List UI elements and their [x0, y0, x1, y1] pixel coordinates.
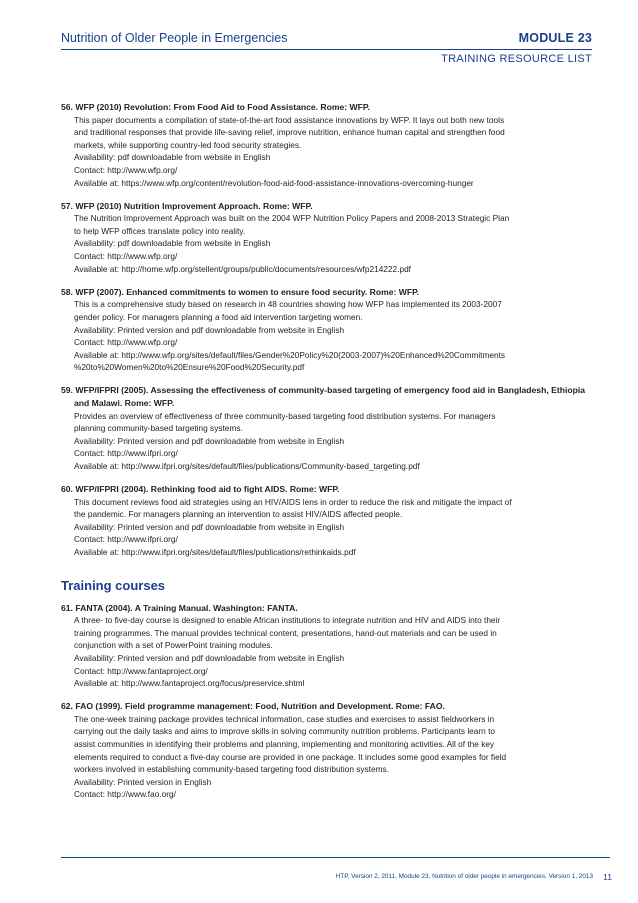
- entry-title: 61. FANTA (2004). A Training Manual. Washington: FANTA.: [61, 602, 298, 613]
- entry-title: 59. WFP/IFPRI (2005). Assessing the effectiveness of community-based targeting of emergency food aid in Bangladesh, Ethiopia and Malawi. Rome: WFP.: [61, 385, 586, 408]
- entry-text-line: planning community-based targeting systems.: [74, 423, 243, 434]
- training-entries: [61, 602, 594, 801]
- resource-entry: [61, 101, 594, 189]
- header-divider: [61, 49, 592, 50]
- entry-text-line: assist communities in identifying their problems and planning, implementing and monitoring activities. All of the key: [74, 739, 495, 750]
- document-title: Nutrition of Older People in Emergencies: [61, 31, 288, 45]
- entry-text-line: carrying out the daily tasks and aims to improve skills in solving community nutrition problems. Participants learn to: [74, 726, 496, 737]
- entry-text-line: Availability: pdf downloadable from website in English: [74, 152, 271, 163]
- entry-link-line[interactable]: Available at: http://www.fantaproject.org/focus/preservice.shtml: [74, 678, 305, 689]
- resource-entry: [61, 384, 594, 472]
- entry-text-line: The one-week training package provides technical information, case studies and exercises to assist fieldworkers in: [74, 713, 495, 724]
- entry-title: 57. WFP (2010) Nutrition Improvement Approach. Rome: WFP.: [61, 200, 313, 211]
- resource-entry: [61, 602, 594, 690]
- entry-link-line[interactable]: Contact: http://www.wfp.org/: [74, 337, 178, 348]
- resource-entries: [61, 101, 594, 559]
- entry-text-line: workers involved in establishing community-based targeting food distribution systems.: [74, 764, 389, 775]
- module-label: MODULE 23: [518, 31, 592, 45]
- entry-link-line[interactable]: Contact: http://www.wfp.org/: [74, 251, 178, 262]
- entry-text-line: the pandemic. For managers planning an intervention to assist HIV/AIDS affected people.: [74, 509, 403, 520]
- entry-text-line: Availability: Printed version and pdf downloadable from website in English: [74, 435, 345, 446]
- entry-text-line: training programmes. The manual provides technical content, presentations, hand-out materials and can be used in: [74, 627, 497, 638]
- entry-text-line: A three- to five-day course is designed to enable African institutions to integrate nutrition and HIV and AIDS into their: [74, 615, 501, 626]
- entry-link-line[interactable]: Contact: http://www.wfp.org/: [74, 164, 178, 175]
- entry-text-line: This is a comprehensive study based on research in 48 countries showing how WFP has implemented its 2003-2007: [74, 299, 502, 310]
- resource-list: [61, 101, 594, 812]
- entry-text-line: elements required to conduct a five-day course are provided in one package. It includes some good examples for field: [74, 751, 507, 762]
- entry-title: 56. WFP (2010) Revolution: From Food Aid to Food Assistance. Rome: WFP.: [61, 102, 370, 112]
- resource-entry: [61, 286, 594, 374]
- entry-text-line: This paper documents a compilation of state-of-the-art food assistance innovations by WFP. It lays out both new tools: [74, 114, 505, 125]
- entry-text-line: conjunction with a set of PowerPoint training modules.: [74, 640, 273, 651]
- entry-text-line: to help WFP offices translate policy into reality.: [74, 225, 246, 236]
- entry-text-line: This document reviews food aid strategies using an HIV/AIDS lens in order to reduce the risk and mitigate the impact of: [74, 496, 512, 507]
- resource-entry: [61, 700, 594, 801]
- training-courses-heading: Training courses: [61, 577, 166, 593]
- resource-entry: [61, 483, 594, 559]
- entry-link-line[interactable]: Available at: http://www.ifpri.org/sites/default/files/publications/Community-based_targeting.pdf: [74, 460, 420, 471]
- entry-link-line[interactable]: Contact: http://www.ifpri.org/: [74, 448, 178, 459]
- entry-title: 60. WFP/IFPRI (2004). Rethinking food aid to fight AIDS. Rome: WFP.: [61, 484, 340, 495]
- section-label: TRAINING RESOURCE LIST: [441, 53, 592, 65]
- entry-text-line: Provides an overview of effectiveness of three community-based targeting food distribution systems. For managers: [74, 410, 496, 421]
- entry-text-line: markets, while supporting country-led food security strategies.: [74, 139, 302, 150]
- entry-link-line[interactable]: Available at: http://home.wfp.org/stellent/groups/public/documents/resources/wfp214222.pdf: [74, 263, 411, 274]
- entry-link-line[interactable]: Available at: http://www.wfp.org/sites/default/files/Gender%20Policy%20(2003-2007)%20Enhanced%20Commitments: [74, 349, 506, 360]
- entry-title: 62. FAO (1999). Field programme management: Food, Nutrition and Development. Rome: FAO.: [61, 701, 445, 712]
- entry-link-line[interactable]: Available at: http://www.ifpri.org/sites/default/files/publications/rethinkaids.pdf: [74, 547, 356, 557]
- entry-link-line[interactable]: Contact: http://www.ifpri.org/: [74, 534, 178, 545]
- entry-text-line: and traditional responses that provide life-saving relief, improve nutrition, enhance human capital and strengthen food: [74, 127, 505, 138]
- entry-title: 58. WFP (2007). Enhanced commitments to women to ensure food security. Rome: WFP.: [61, 286, 420, 297]
- entry-text-line: Availability: Printed version and pdf downloadable from website in English: [74, 652, 345, 663]
- footer-citation: HTP, Version 2, 2011, Module 23, Nutrition of older people in emergencies, Version 1, 2013: [335, 873, 593, 880]
- entry-text-line: Availability: Printed version in English: [74, 776, 212, 787]
- page-number: 11: [603, 872, 612, 882]
- resource-entry: [61, 200, 594, 276]
- entry-text-line: The Nutrition Improvement Approach was built on the 2004 WFP Nutrition Policy Papers and 2008-2013 Strategic Plan: [74, 213, 510, 224]
- entry-text-line: Availability: pdf downloadable from website in English: [74, 238, 271, 249]
- entry-text-line: %20to%20Women%20to%20Ensure%20Food%20Security.pdf: [74, 362, 305, 373]
- entry-link-line[interactable]: Available at: https://www.wfp.org/content/revolution-food-aid-food-assistance-innovations-overcoming-hunger: [74, 177, 474, 188]
- entry-text-line: Availability: Printed version and pdf downloadable from website in English: [74, 324, 345, 335]
- entry-link-line[interactable]: Contact: http://www.fantaproject.org/: [74, 665, 208, 676]
- footer-divider: [61, 857, 610, 858]
- entry-text-line: gender policy. For managers planning a food aid intervention targeting women.: [74, 311, 363, 322]
- entry-link-line[interactable]: Contact: http://www.fao.org/: [74, 789, 176, 800]
- entry-text-line: Availability: Printed version and pdf downloadable from website in English: [74, 521, 345, 532]
